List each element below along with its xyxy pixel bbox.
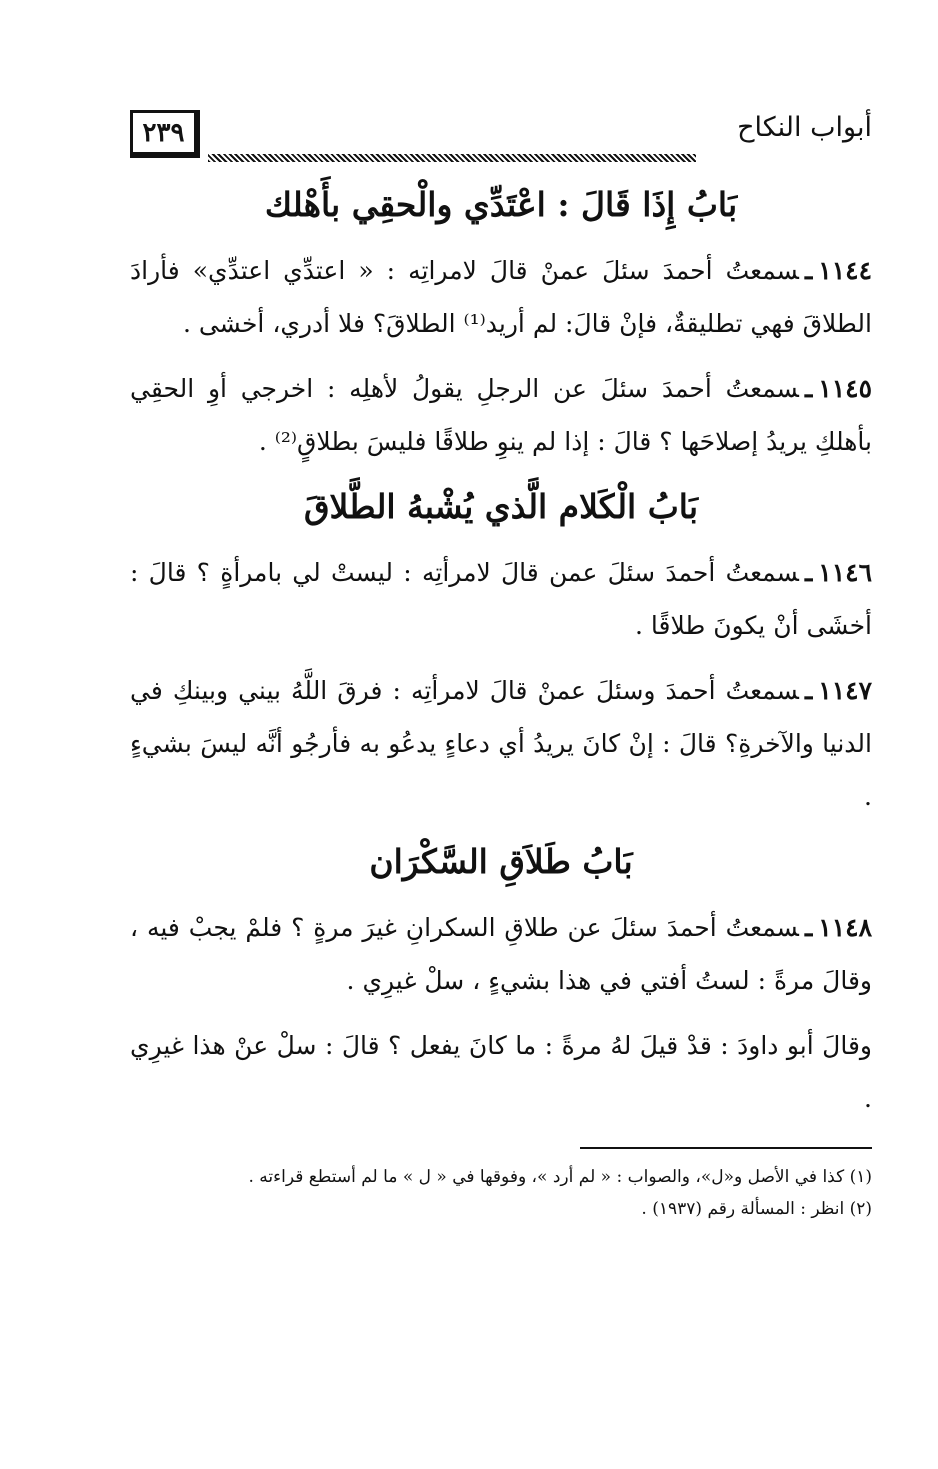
entry-number: ١١٤٦	[818, 558, 872, 587]
entry-dash: ـ	[804, 256, 813, 285]
page-number: ٢٣٩	[130, 110, 200, 158]
entry-text: وقالَ أبو داودَ : قدْ قيلَ لهُ مرةً : ما كانَ يفعل ؟ قالَ : سلْ عنْ هذا غيرِي .	[130, 1031, 872, 1113]
header-divider	[208, 154, 696, 162]
entry-dash: ـ	[804, 913, 813, 942]
entry-paragraph	[130, 546, 872, 652]
entry-paragraph	[130, 1019, 872, 1125]
entry-dash: ـ	[804, 374, 813, 403]
entry-text: سمعتُ أحمدَ وسئلَ عمنْ قالَ لامرأتِه : فرقَ اللَّهُ بيني وبينكِ في الدنيا والآخرةِ؟ قالَ : إنْ كانَ يريدُ أي دعاءٍ يدعُو به فأرجُو أنَّه ليسَ بشيءٍ .	[130, 676, 872, 811]
entry-dash: ـ	[804, 676, 813, 705]
entry-text: سمعتُ أحمدَ سئلَ عن طلاقِ السكرانِ غيرَ مرةٍ ؟ فلمْ يجبْ فيه ، وقالَ مرةً : لستُ أفتي في هذا بشيءٍ ، سلْ غيرِي .	[130, 913, 872, 995]
footnote: (١) كذا في الأصل و«ل»، والصواب : « لم أرد »، وفوقها في « ل » ما لم أستطع قراءته .	[248, 1167, 872, 1187]
section-heading: بَابُ طَلاَقِ السَّكْرَان	[369, 842, 633, 881]
running-header	[130, 108, 872, 166]
footnote: (٢) انظر : المسألة رقم (١٩٣٧) .	[641, 1199, 872, 1219]
entry-text: سمعتُ أحمدَ سئلَ عن الرجلِ يقولُ لأهلِه : اخرجي أوِ الحقِي بأهلكِ يريدُ إصلاحَها ؟ قالَ : إذا لم ينوِ طلاقًا فليسَ بطلاقٍ⁽²⁾ .	[130, 374, 872, 456]
book-page	[130, 108, 872, 1225]
entry-paragraph	[130, 664, 872, 823]
chapter-title: أبواب النكاح	[737, 112, 872, 143]
entry-text: سمعتُ أحمدَ سئلَ عمنْ قالَ لامراتِه : « اعتدِّي اعتدِّي» فأرادَ الطلاقَ فهي تطليقةٌ، فإنْ قالَ: لم أريد⁽¹⁾ الطلاقَ؟ فلا أدري، أخشى .	[130, 256, 872, 338]
entry-number: ١١٤٧	[818, 676, 872, 705]
footnote-divider	[580, 1147, 872, 1149]
footnotes	[130, 1161, 872, 1225]
entry-number: ١١٤٥	[818, 374, 872, 403]
entry-paragraph	[130, 244, 872, 350]
entry-number: ١١٤٤	[818, 256, 872, 285]
section-heading: بَابُ الْكَلام الَّذي يُشْبهُ الطَّلاقَ	[303, 487, 699, 526]
page-content	[130, 180, 872, 1125]
entry-number: ١١٤٨	[818, 913, 872, 942]
entry-text: سمعتُ أحمدَ سئلَ عمن قالَ لامرأتِه : ليستْ لي بامرأةٍ ؟ قالَ : أخشَى أنْ يكونَ طلاقًا .	[130, 558, 872, 640]
section-heading: بَابُ إِذَا قَالَ : اعْتَدِّي والْحقِي بأَهْلك	[264, 185, 738, 224]
entry-paragraph	[130, 362, 872, 468]
entry-paragraph	[130, 901, 872, 1007]
entry-dash: ـ	[804, 558, 813, 587]
